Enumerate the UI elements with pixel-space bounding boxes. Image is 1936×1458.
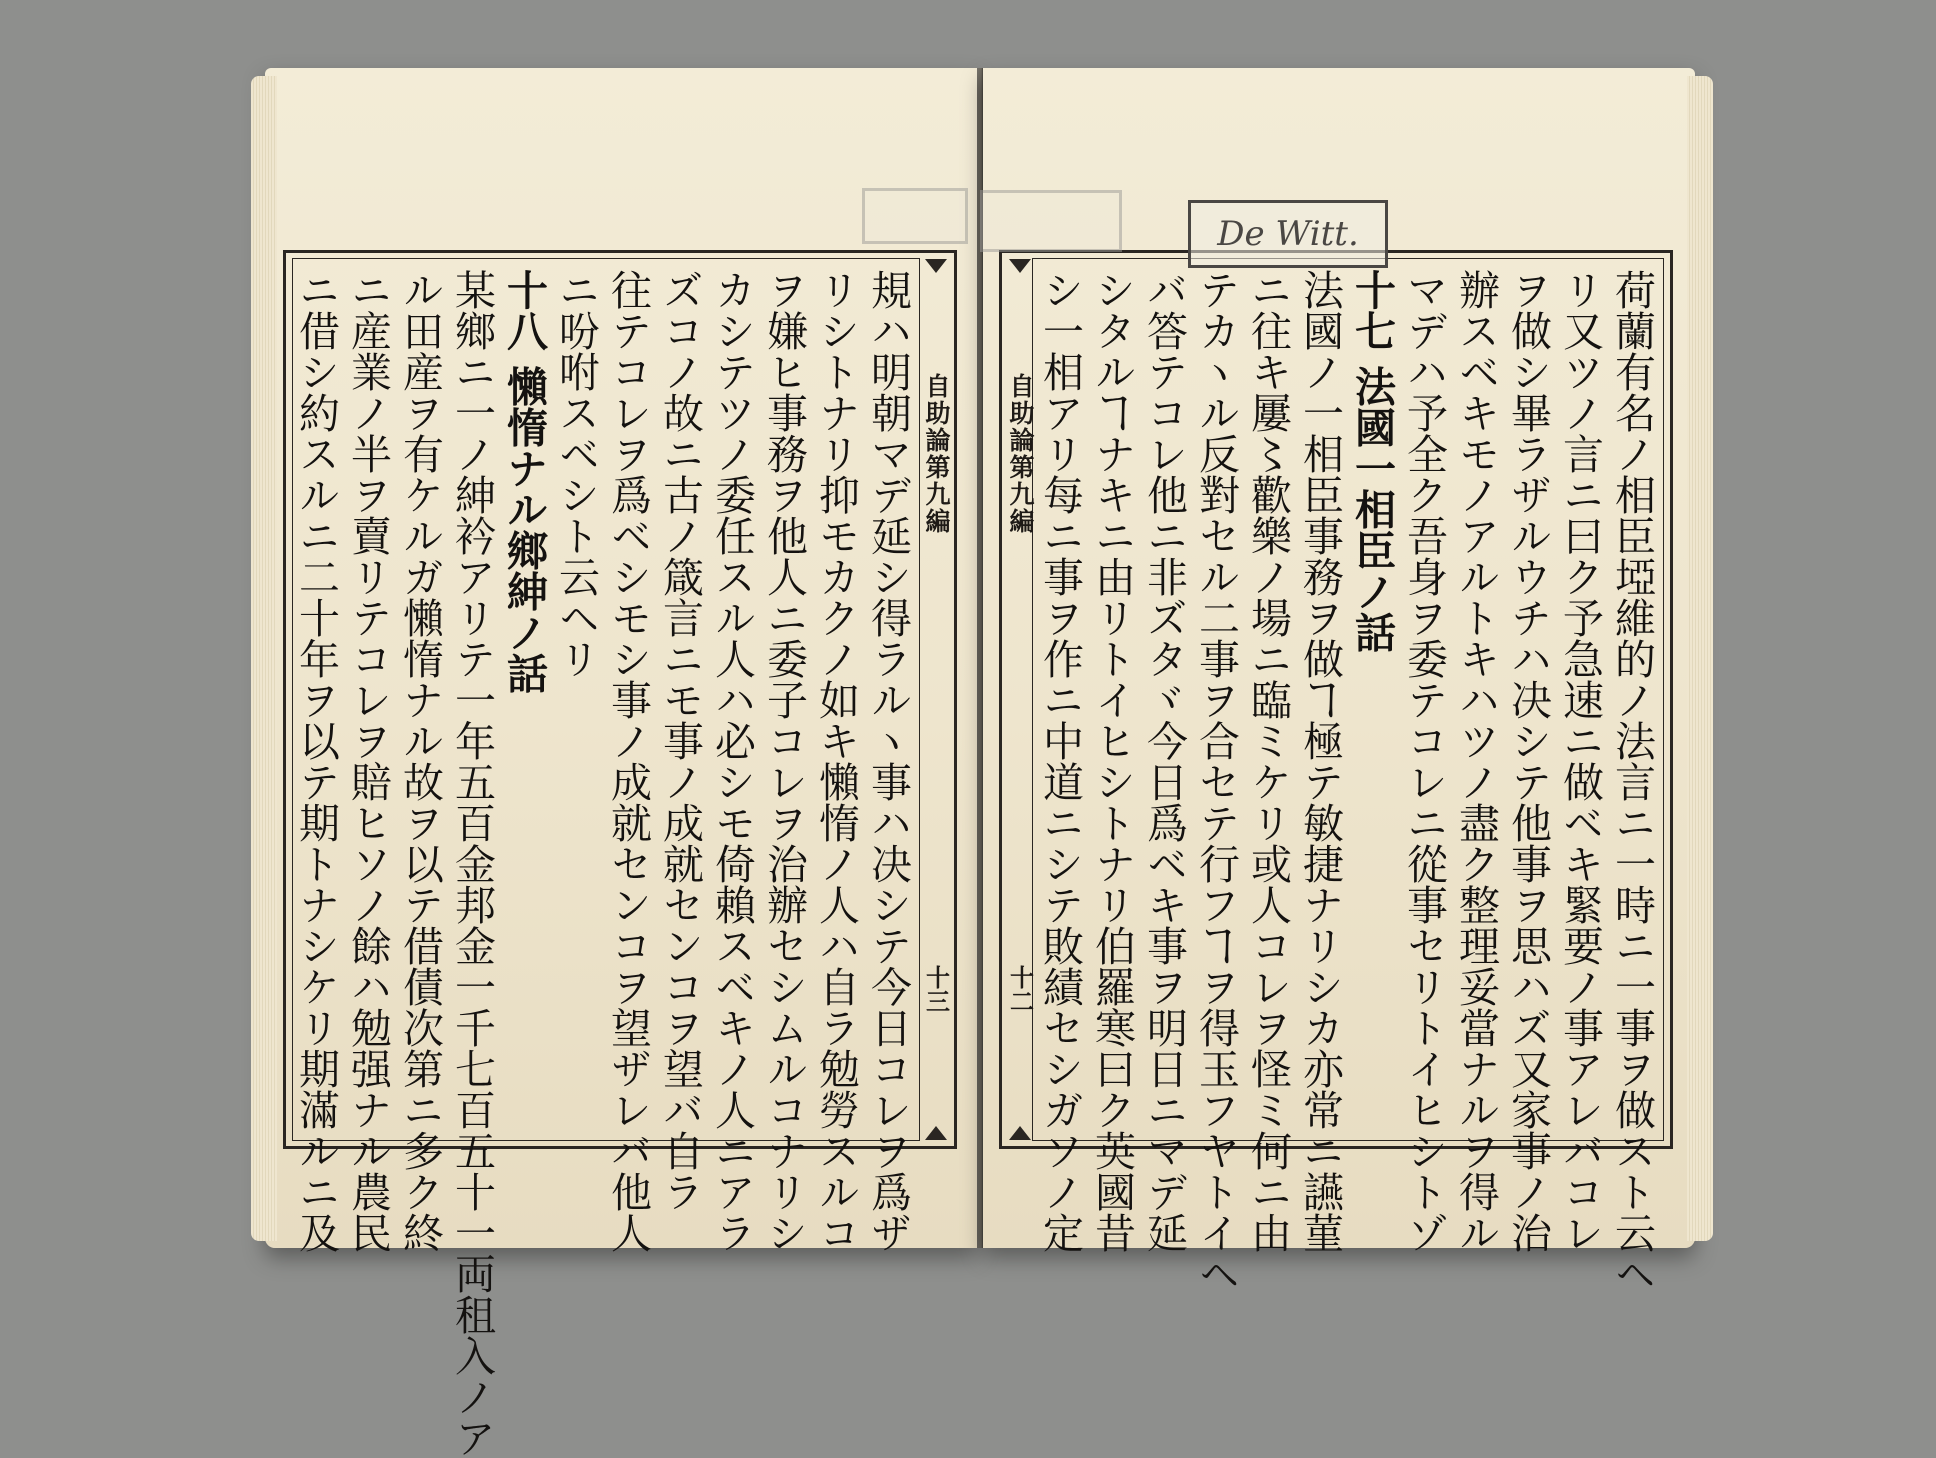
text-column: マデハ予全ク吾身ヲ委テコレニ從事セリトイヒシトゾ [1400, 269, 1448, 1253]
text-column: シタルヿナキニ由リトイヒシトナリ伯羅寒曰ク英國昔 [1088, 269, 1136, 1253]
right-spine-margin [1002, 253, 1038, 1146]
text-column: バ答テコレ他ニ非ズタヾ今日爲ベキ事ヲ明日ニマデ延 [1140, 269, 1188, 1253]
text-column: ニ産業ノ半ヲ賣リテコレヲ賠ヒソノ餘ハ勉强ナル農民 [344, 269, 392, 1253]
left-text-frame [283, 250, 957, 1458]
text-column: ニ吩咐スベシト云ヘリ [552, 269, 600, 679]
right-page-number: 十二 [1005, 965, 1035, 1013]
text-column: ル田産ヲ有ケルガ懶惰ナル故ヲ以テ借債次第ニ多ク終 [396, 269, 444, 1253]
owner-stamp-text: De Witt. [1217, 214, 1359, 254]
fish-tail-top-mark [925, 259, 947, 273]
text-column: シ一相アリ每ニ事ヲ作ニ中道ニシテ敗績セシガソノ定 [1036, 269, 1084, 1253]
fish-tail-bottom-mark [1009, 1126, 1031, 1140]
right-page-edges [1687, 76, 1713, 1241]
left-spine-title: 自助論第九編 [922, 373, 951, 535]
text-column: リシトナリ抑モカクノ如キ懶惰ノ人ハ自ラ勉勞スルコ [812, 269, 860, 1253]
text-column: 往テコレヲ爲ベシモシ事ノ成就センコヲ望ザレバ他人 [604, 269, 652, 1253]
faded-stamp-mark [980, 190, 1122, 252]
section-heading: 十七 法國一相臣ノ話 [1348, 269, 1396, 653]
text-column: カシテツノ委任スル人ハ必シモ倚賴スベキノ人ニアラ [708, 269, 756, 1253]
text-column: 某鄉ニ一ノ紳衿アリテ一年五百金邦金一千七百五十一両租入ノア [448, 269, 496, 1458]
faded-stamp-mark [862, 188, 968, 244]
left-page-edges [251, 76, 277, 1241]
text-column: ヲ做シ畢ラザルウチハ决シテ他事ヲ思ハズ又家事ノ治 [1504, 269, 1552, 1253]
text-column: 法國ノ一相臣事務ヲ做ヿ極テ敏捷ナリシカ亦常ニ讌菫 [1296, 269, 1344, 1253]
text-column: リ又ツノ言ニ曰ク予急速ニ做ベキ緊要ノ事アレバコレ [1556, 269, 1604, 1253]
right-spine-title: 自助論第九編 [1006, 373, 1035, 535]
left-page [265, 68, 977, 1458]
text-column: ズコノ故ニ古ノ箴言ニモ事ノ成就センコヲ望バ自ラ [656, 269, 704, 1212]
fish-tail-top-mark [1009, 259, 1031, 273]
section-heading: 十八 懶惰ナル鄉紳ノ話 [500, 269, 548, 694]
text-column: テカヽル反對セル二事ヲ合セテ行フヿヲ得玉フヤトイヘ [1192, 269, 1240, 1294]
left-page-number: 十三 [921, 965, 951, 1013]
fish-tail-bottom-mark [925, 1126, 947, 1140]
text-column: 荷蘭有名ノ相臣埡維的ノ法言ニ一時ニ一事ヲ做スト云ヘ [1608, 269, 1656, 1294]
right-body-text [1036, 269, 1658, 1294]
text-column: ニ往キ屢〻歡樂ノ場ニ臨ミケリ或人コレヲ怪ミ何ニ由 [1244, 269, 1292, 1253]
right-text-frame [999, 250, 1673, 1294]
left-spine-margin [918, 253, 954, 1146]
text-column: 辦スベキモノアルトキハツノ盡ク整理妥當ナルヲ得ル [1452, 269, 1500, 1253]
left-body-text [292, 269, 914, 1458]
text-column: 規ハ明朝マデ延シ得ラルヽ事ハ决シテ今日コレヲ爲ザ [864, 269, 912, 1253]
text-column: ヲ嫌ヒ事務ヲ他人ニ委子コレヲ治辦セシムルコナリシ [760, 269, 808, 1253]
text-column: ニ借シ約スルニ二十年ヲ以テ期トナシケリ期滿ルニ及 [292, 269, 340, 1253]
owner-stamp [1188, 200, 1388, 268]
